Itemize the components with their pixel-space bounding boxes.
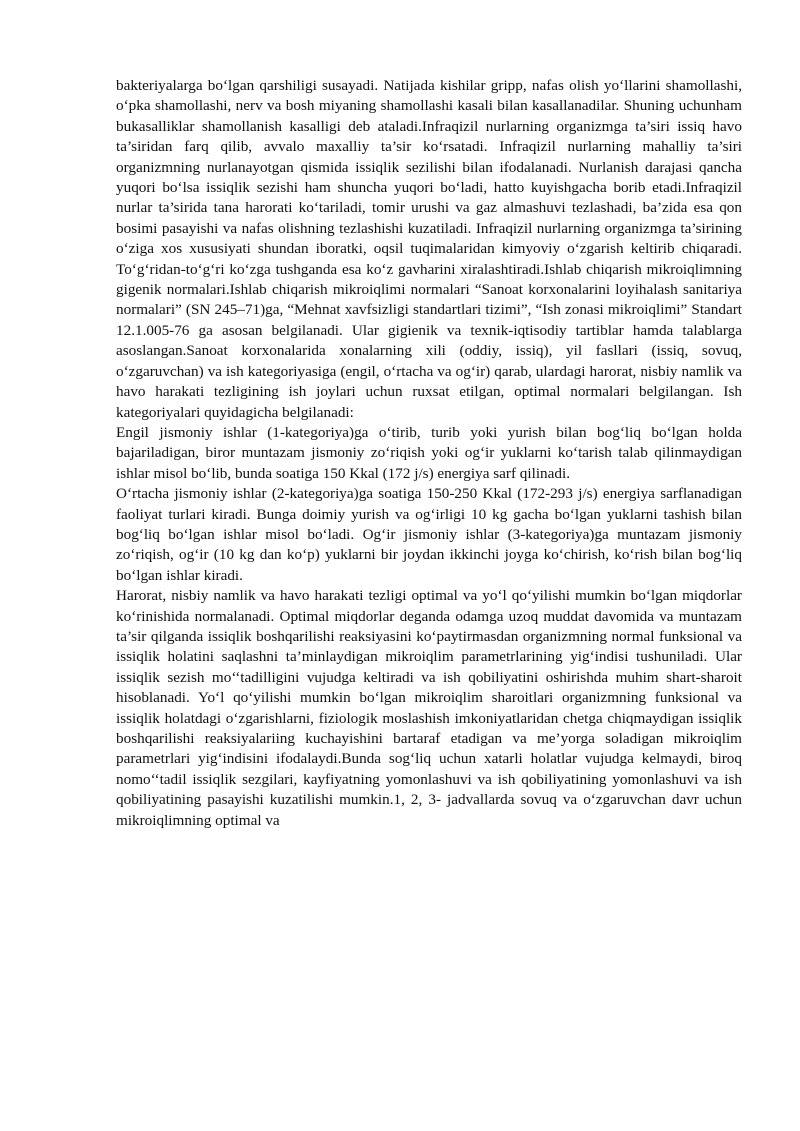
paragraph-2: Engil jismoniy ishlar (1-kategoriya)ga o‘tirib, turib yoki yurish bilan bog‘liq bo‘lgan holda bajariladigan, biror muntazam jismoniy zo‘riqish yoki og‘ir yuklarni ko‘tarish talab qilinmaydigan ishlar misol bo‘lib, bunda soatiga 150 Kkal (172 j/s) energiya sarf qilinadi.	[116, 423, 742, 482]
document-page	[116, 76, 742, 831]
paragraph-3: O‘rtacha jismoniy ishlar (2-kategoriya)ga soatiga 150-250 Kkal (172-293 j/s) energiya sarflanadigan faoliyat turlari kiradi. Bunga doimiy yurish va og‘irligi 10 kg gacha bo‘lgan yuklarni tashish bilan bog‘liq bo‘lgan ishlar misol bo‘ladi. Og‘ir jismoniy ishlar (3-kategoriya)ga muntazam jismoniy zo‘riqish, og‘ir (10 kg dan ko‘p) yuklarni bir joydan ikkinchi joyga ko‘chirish, ko‘rish bilan bog‘liq bo‘lgan ishlar kiradi.	[116, 485, 742, 584]
paragraph-4: Harorat, nisbiy namlik va havo harakati tezligi optimal va yo‘l qo‘yilishi mumkin bo‘lgan miqdorlar ko‘rinishida normalanadi. Optimal miqdorlar deganda odamga uzoq muddat davomida va muntazam ta’sir qilganda issiqlik boshqarilishi reaksiyasini ko‘paytirmasdan organizmning normal funksional va issiqlik holatini saqlashni ta’minlaydigan mikroiqlim parametrlarining yig‘indisi tushuniladi. Ular issiqlik sezish mo‘‘tadilligini vujudga keltiradi va ish qobiliyatini oshirishda muhim shart-sharoit hisoblanadi. Yo‘l qo‘yilishi mumkin bo‘lgan mikroiqlim sharoitlari organizmning funksional va issiqlik holatdagi o‘zgarishlarni, fiziologik moslashish imkoniyatlaridan chetga chiqmaydigan issiqlik boshqarilishi reaksiyalariing kuchayishini bartaraf etadigan va me’yorga soladigan mikroiqlim parametrlari yig‘indisini ifodalaydi.Bunda sog‘liq uchun xatarli holatlar vujudga kelmaydi, biroq nomo‘‘tadil issiqlik sezgilari, kayfiyatning yomonlashuvi va ish qobiliyatining yomonlashuvi va ish qobiliyatining pasayishi kuzatilishi mumkin.1, 2, 3- jadvallarda sovuq va o‘zgaruvchan davr uchun mikroiqlimning optimal va	[116, 587, 742, 829]
paragraph-1: bakteriyalarga bo‘lgan qarshiligi susayadi. Natijada kishilar gripp, nafas olish yo‘llarini shamollashi, o‘pka shamollashi, nerv va bosh miyaning shamollashi kasali bilan kasallanadilar. Shuning uchunham bukasalliklar shamollanish kasalligi deb ataladi.Infraqizil nurlarning organizmga ta’siri issiq havo ta’siridan farq qilib, avvalo maxalliy ta’sir ko‘rsatadi. Infraqizil nurlarning mahalliy ta’siri organizmning nurlanayotgan qismida issiqlik sezilishi bilan ifodalanadi. Nurlanish darajasi qancha yuqori bo‘lsa issiqlik sezishi ham shuncha yuqori bo‘ladi, hatto kuyishgacha borib etadi.Infraqizil nurlar ta’sirida tana harorati ko‘tariladi, tomir urushi va gaz almashuvi tezlashadi, ba’zida esa qon bosimi pasayishi va nafas olishning tezlashishi kuzatiladi. Infraqizil nurlarning organizmga ta’sirining o‘ziga xos xususiyati shundan iboratki, oqsil tuqimalaridan kimyoviy o‘zgarish keltirib chiqaradi. To‘g‘ridan-to‘g‘ri ko‘zga tushganda esa ko‘z gavharini xiralashtiradi.Ishlab chiqarish mikroiqlimning gigenik normalari.Ishlab chiqarish mikroiqlimi normalari “Sanoat korxonalarini loyihalash sanitariya normalari” (SN 245–71)ga, “Mehnat xavfsizligi standartlari tizimi”, “Ish zonasi mikroiqlimi” Standart 12.1.005-76 ga asosan belgilanadi. Ular gigienik va texnik-iqtisodiy tartiblar hamda talablarga asoslangan.Sanoat korxonalarida xonalarning xili (oddiy, issiq), yil fasllari (issiq, sovuq, o‘zgaruvchan) va ish kategoriyasiga (engil, o‘rtacha va og‘ir) qarab, ulardagi harorat, nisbiy namlik va havo harakati tezligining ish joylari uchun ruxsat etilgan, optimal normalari belgilangan. Ish kategoriyalari quyidagicha belgilanadi:	[116, 77, 742, 421]
